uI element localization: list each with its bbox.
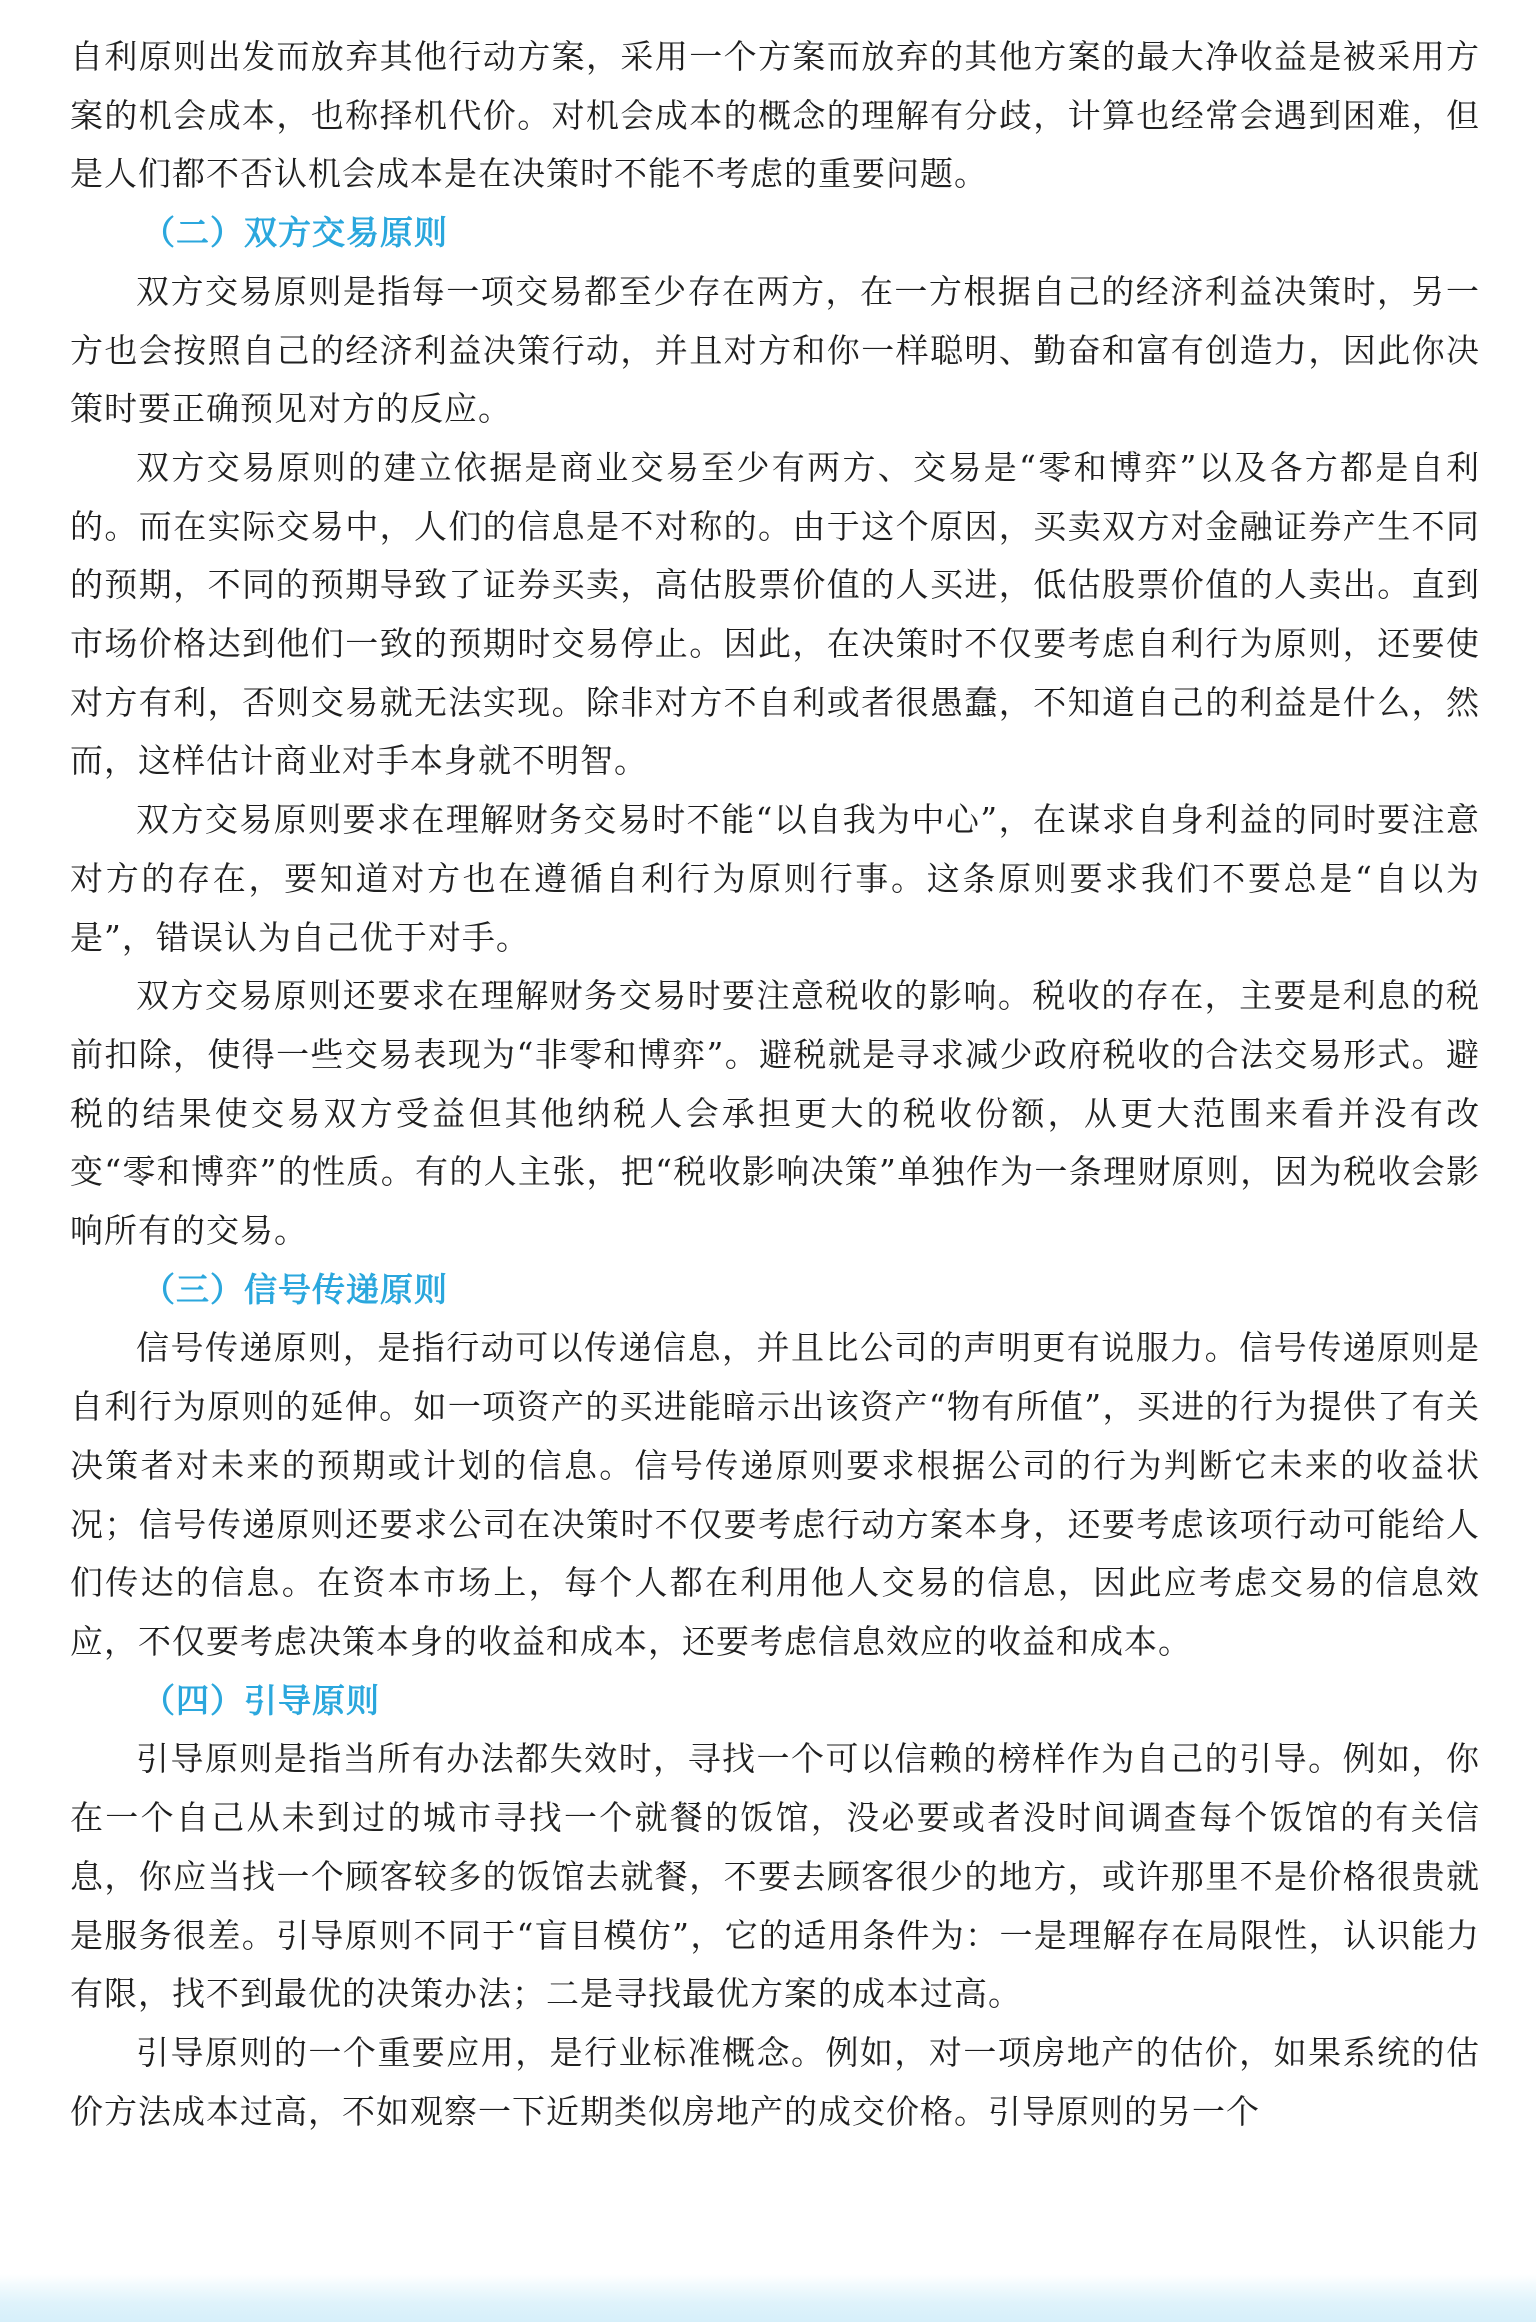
- paragraph-two-party-basis: 双方交易原则的建立依据是商业交易至少有两方、交易是“零和博弈”以及各方都是自利的。而在实际交易中，人们的信息是不对称的。由于这个原因，买卖双方对金融证券产生不同的预期，不同的预期导致了证券买卖，高估股票价值的人买进，低估股票价值的人卖出。直到市场价格达到他们一致的预期时交易停止。因此，在决策时不仅要考虑自利行为原则，还要使对方有利，否则交易就无法实现。除非对方不自利或者很愚蠢，不知道自己的利益是什么，然而，这样估计商业对手本身就不明智。: [70, 447, 1480, 781]
- section-heading-guidance: （四）引导原则: [142, 1680, 380, 1720]
- paragraph-guidance-industry-standard: 引导原则的一个重要应用，是行业标准概念。例如，对一项房地产的估价，如果系统的估价方法成本过高，不如观察一下近期类似房地产的成交价格。引导原则的另一个: [70, 2032, 1480, 2131]
- paragraph-opportunity-cost-continued: 自利原则出发而放弃其他行动方案，采用一个方案而放弃的其他方案的最大净收益是被采用方案的机会成本，也称择机代价。对机会成本的概念的理解有分歧，计算也经常会遇到困难，但是人们都不否认机会成本是在决策时不能不考虑的重要问题。: [70, 37, 1480, 194]
- paragraph-two-party-tax: 双方交易原则还要求在理解财务交易时要注意税收的影响。税收的存在，主要是利息的税前扣除，使得一些交易表现为“非零和博弈”。避税就是寻求减少政府税收的合法交易形式。避税的结果使交易双方受益但其他纳税人会承担更大的税收份额，从更大范围来看并没有改变“零和博弈”的性质。有的人主张，把“税收影响决策”单独作为一条理财原则，因为税收会影响所有的交易。: [70, 976, 1480, 1251]
- section-heading-two-party-transaction: （二）双方交易原则: [142, 213, 448, 253]
- paragraph-two-party-not-self-centered: 双方交易原则要求在理解财务交易时不能“以自我为中心”，在谋求自身利益的同时要注意对方的存在，要知道对方也在遵循自利行为原则行事。这条原则要求我们不要总是“自以为是”，错误认为自己优于对手。: [70, 800, 1480, 957]
- bottom-decorative-band: [0, 2274, 1536, 2322]
- paragraph-two-party-definition: 双方交易原则是指每一项交易都至少存在两方，在一方根据自己的经济利益决策时，另一方也会按照自己的经济利益决策行动，并且对方和你一样聪明、勤奋和富有创造力，因此你决策时要正确预见对方的反应。: [70, 271, 1480, 429]
- paragraph-guidance-definition: 引导原则是指当所有办法都失效时，寻找一个可以信赖的榜样作为自己的引导。例如，你在一个自己从未到过的城市寻找一个就餐的饭馆，没必要或者没时间调查每个饭馆的有关信息，你应当找一个顾客较多的饭馆去就餐，不要去顾客很少的地方，或许那里不是价格很贵就是服务很差。引导原则不同于“盲目模仿”，它的适用条件为：一是理解存在局限性，认识能力有限，找不到最优的决策办法；二是寻找最优方案的成本过高。: [70, 1739, 1480, 2014]
- document-body: [70, 28, 1480, 2141]
- paragraph-signaling: 信号传递原则，是指行动可以传递信息，并且比公司的声明更有说服力。信号传递原则是自利行为原则的延伸。如一项资产的买进能暗示出该资产“物有所值”，买进的行为提供了有关决策者对未来的预期或计划的信息。信号传递原则要求根据公司的行为判断它未来的收益状况；信号传递原则还要求公司在决策时不仅要考虑行动方案本身，还要考虑该项行动可能给人们传达的信息。在资本市场上，每个人都在利用他人交易的信息，因此应考虑交易的信息效应，不仅要考虑决策本身的收益和成本，还要考虑信息效应的收益和成本。: [70, 1328, 1480, 1661]
- section-heading-signaling: （三）信号传递原则: [142, 1269, 448, 1309]
